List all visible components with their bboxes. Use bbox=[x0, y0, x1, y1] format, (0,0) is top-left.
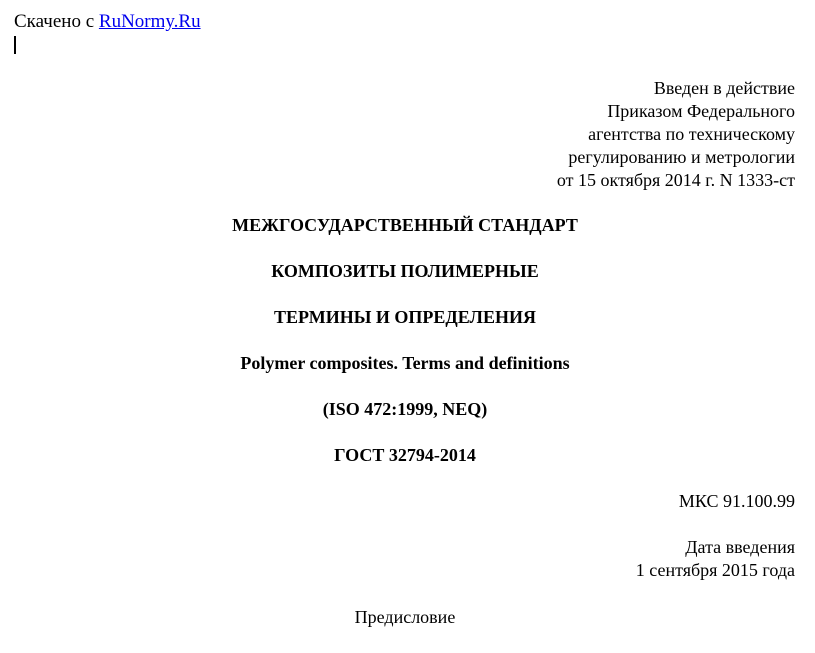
standard-type-heading: МЕЖГОСУДАРСТВЕННЫЙ СТАНДАРТ bbox=[232, 215, 578, 235]
source-line bbox=[14, 10, 201, 34]
approval-line-4: регулированию и метрологии bbox=[568, 147, 795, 167]
intro-date-label: Дата введения bbox=[685, 537, 795, 557]
approval-block bbox=[375, 77, 795, 192]
intro-date-value: 1 сентября 2015 года bbox=[635, 560, 795, 580]
title-english: Polymer composites. Terms and definitions bbox=[240, 353, 570, 373]
approval-line-2: Приказом Федерального bbox=[607, 101, 795, 121]
approval-line-3: агентства по техническому bbox=[588, 124, 795, 144]
approval-line-5: от 15 октября 2014 г. N 1333-ст bbox=[556, 170, 795, 190]
text-cursor bbox=[14, 36, 16, 54]
iso-reference: (ISO 472:1999, NEQ) bbox=[322, 399, 488, 419]
approval-line-1: Введен в действие bbox=[653, 78, 795, 98]
title-line-2: ТЕРМИНЫ И ОПРЕДЕЛЕНИЯ bbox=[274, 307, 536, 327]
preface-heading: Предисловие bbox=[354, 607, 456, 627]
gost-number: ГОСТ 32794-2014 bbox=[334, 445, 476, 465]
mks-code: МКС 91.100.99 bbox=[678, 491, 795, 511]
title-line-1: КОМПОЗИТЫ ПОЛИМЕРНЫЕ bbox=[271, 261, 539, 281]
source-link[interactable]: RuNormy.Ru bbox=[98, 11, 201, 32]
source-prefix: Скачено с bbox=[14, 11, 95, 32]
